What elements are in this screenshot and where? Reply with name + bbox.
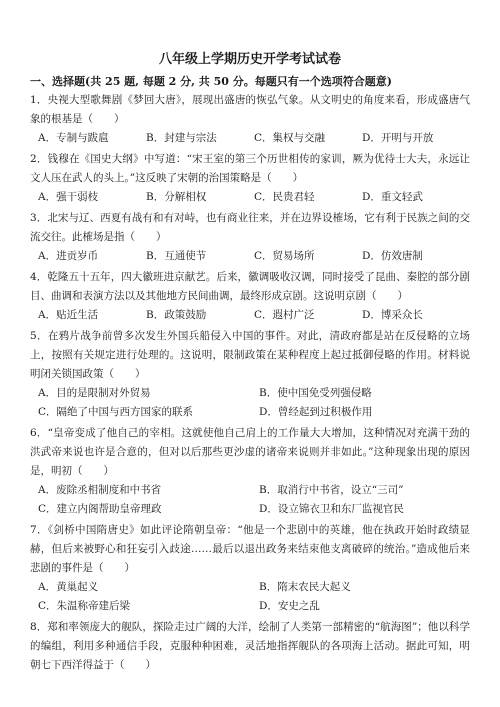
question-stem: 5．在鸦片战争前曾多次发生外国兵船侵入中国的事件。对此，清政府都是站在反侵略的立场上，按照有关规定进行处理的。这说明，限制政策在某种程度上起过抵御侵略的作用。材料说明闭关锁国政策（ ）: [30, 330, 470, 380]
option-list: [30, 188, 470, 207]
option-c[interactable]: C．朱温称帝建后梁: [38, 600, 131, 612]
option-a[interactable]: A．专制与跋扈: [38, 132, 109, 144]
question-4: [30, 268, 470, 325]
option-a[interactable]: A．黄巢起义: [38, 581, 99, 593]
option-c[interactable]: C．建立内阁帮助皇帝理政: [38, 503, 162, 515]
question-stem: 3．北宋与辽、西夏有战有和有对峙，也有商业往来，并在边界设榷场，它有利于民族之间的交流交往。此榷场是指（ ）: [30, 212, 470, 243]
option-b[interactable]: B．使中国免受列强侵略: [259, 387, 372, 399]
section-heading: 一、选择题(共 25 题, 每题 2 分, 共 50 分。每题只有一个选项符合题意): [30, 75, 392, 88]
question-7: [30, 521, 470, 616]
question-6: [30, 424, 470, 519]
question-stem: 7．《剑桥中国隋唐史》如此评论隋朝皇帝：“他是一个悲剧中的英雄，他在执政开始时政绩显赫，但后来被野心和狂妄引入歧途……最后以退出政务来结束他支离破碎的统治。”造成他后来悲剧的事件是（ ）: [30, 524, 470, 574]
question-5: [30, 327, 470, 422]
option-d[interactable]: D．重文轻武: [362, 191, 423, 203]
option-b[interactable]: B．分解相权: [146, 191, 207, 203]
option-a[interactable]: A．强干弱枝: [38, 191, 99, 203]
question-stem: 8．郑和率领庞大的舰队，探险走过广阔的大洋，绘制了人类第一部精密的“航海图”；他以科学的编组，利用多种通信手段，克服种种困难，灵活地指挥舰队的各项海上活动。据此可知，明朝七下西洋得益于（ ）: [30, 621, 470, 671]
option-b[interactable]: B．隋末农民大起义: [259, 581, 351, 593]
option-list: [30, 129, 470, 148]
option-list: [30, 384, 470, 422]
option-c[interactable]: C．遐村广泛: [254, 309, 315, 321]
question-1: [30, 91, 470, 148]
option-a[interactable]: A．进贡岁币: [38, 250, 99, 262]
option-d[interactable]: D．曾经起到过积极作用: [259, 406, 373, 418]
option-a[interactable]: A．目的是限制对外贸易: [38, 387, 151, 399]
option-a[interactable]: A．废除丞相制度和中书省: [38, 484, 162, 496]
question-stem: 1．央视大型歌舞剧《梦回大唐》，展现出盛唐的恢弘气象。从文明史的角度来看，形成盛唐气象的根基是（ ）: [30, 94, 470, 125]
option-d[interactable]: D．仿效唐制: [362, 250, 423, 262]
option-d[interactable]: D．安史之乱: [259, 600, 320, 612]
option-c[interactable]: C．隔绝了中国与西方国家的联系: [38, 406, 194, 418]
option-d[interactable]: D．博采众长: [362, 309, 423, 321]
question-stem: 6．“皇帝变成了他自己的宰相。这就使他自己肩上的工作量大大增加，这种情况对充满干劲的洪武帝来说也许是合意的，但对以后那些更沙虚的诸帝来说则并非如此。”这种现象出现的原因是，明初（ ）: [30, 427, 470, 477]
option-c[interactable]: C．集权与交融: [254, 132, 326, 144]
question-stem: 2．钱穆在《国史大纲》中写道：“宋王室的第三个历世相传的家训，厥为优待士大夫，永远让文人压在武人的头上。”这反映了宋朝的治国策略是（ ）: [30, 153, 470, 184]
option-d[interactable]: D．设立锦衣卫和东厂监视官民: [259, 503, 404, 515]
question-3: [30, 209, 470, 266]
option-c[interactable]: C．民贵君轻: [254, 191, 315, 203]
option-d[interactable]: D．开明与开放: [362, 132, 434, 144]
option-b[interactable]: B．互通使节: [146, 250, 207, 262]
option-b[interactable]: B．封建与宗法: [146, 132, 217, 144]
option-c[interactable]: C．贸易场所: [254, 250, 315, 262]
option-a[interactable]: A．贴近生活: [38, 309, 99, 321]
option-list: [30, 247, 470, 266]
option-list: [30, 481, 470, 519]
option-list: [30, 306, 470, 325]
question-2: [30, 150, 470, 207]
option-b[interactable]: B．政策鼓励: [146, 309, 207, 321]
page-title: 八年级上学期历史开学考试试卷: [158, 52, 341, 67]
option-list: [30, 578, 470, 616]
question-stem: 4．乾隆五十五年，四大徽班进京献艺。后来，徽调吸收汉调，同时接受了昆曲、秦腔的部分剧目、曲调和表演方法以及其他地方民间曲调，最终形成京剧。这说明京剧（ ）: [30, 271, 470, 302]
option-b[interactable]: B．取消行中书省，设立“三司”: [259, 484, 404, 496]
question-8: [30, 618, 470, 675]
